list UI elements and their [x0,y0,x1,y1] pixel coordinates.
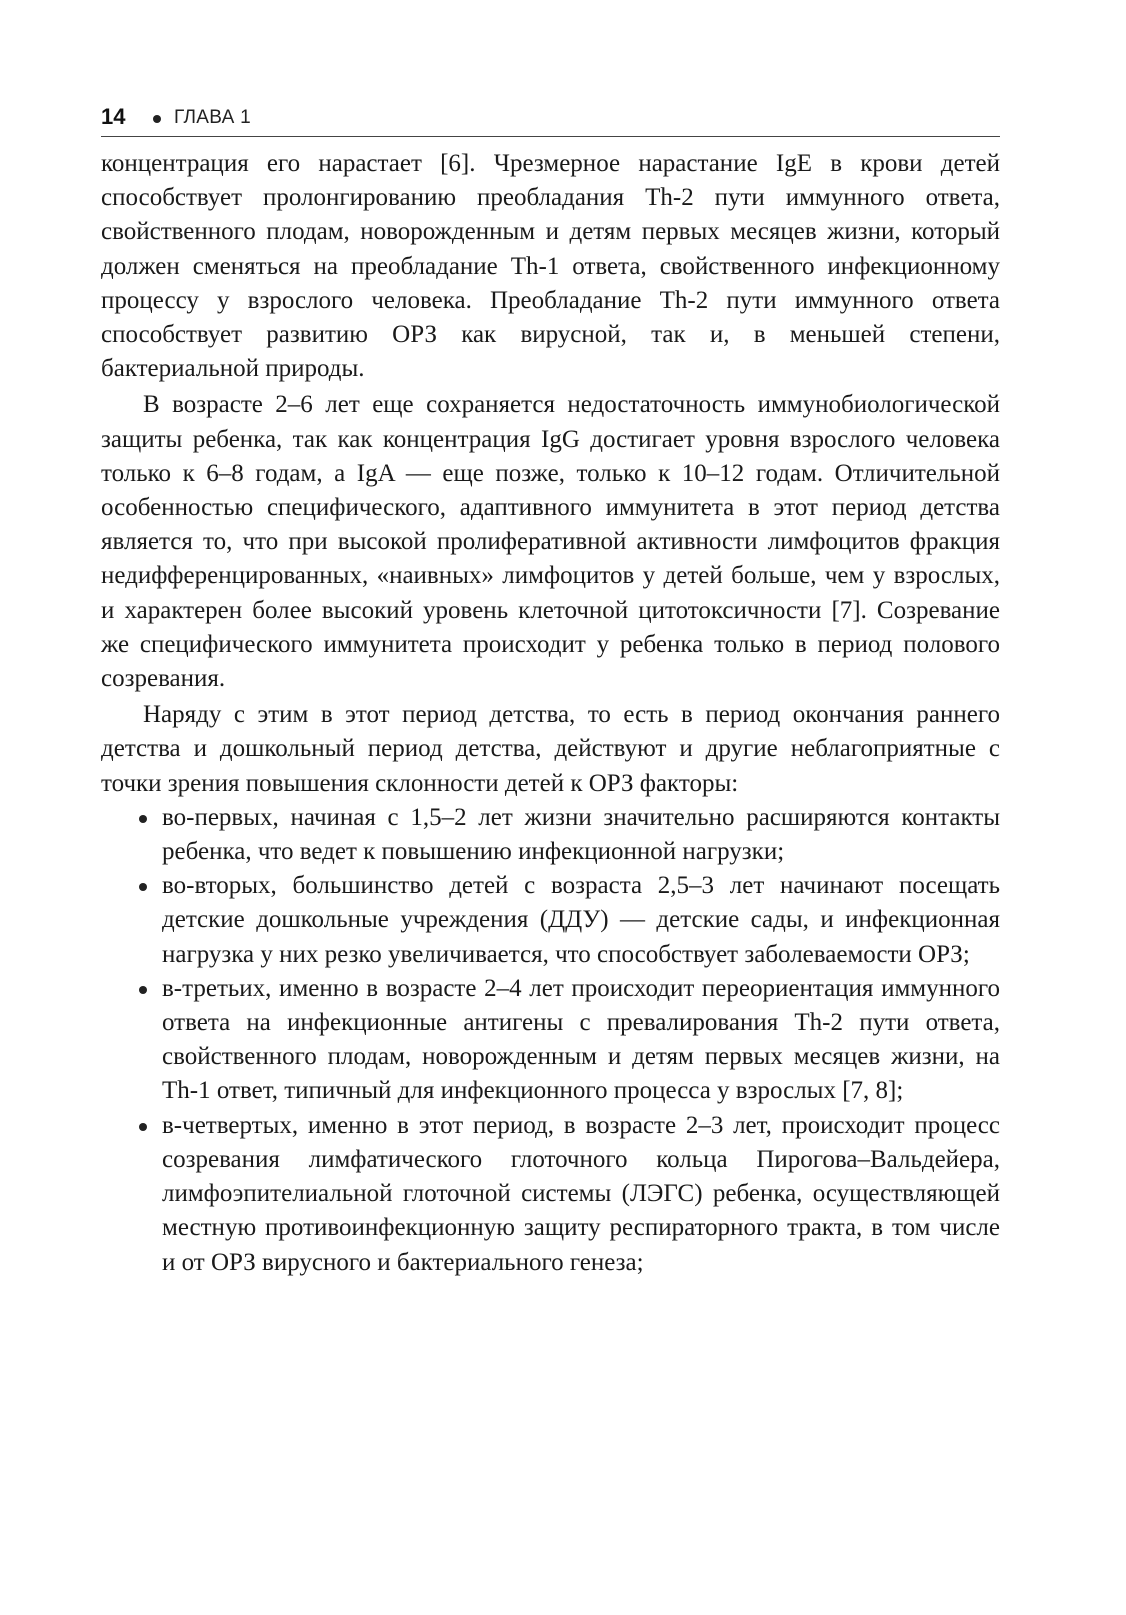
bullet-icon [139,883,147,891]
body-text [101,147,1000,1280]
bullet-icon [139,986,147,994]
bullet-icon [139,1123,147,1131]
header-bullet-icon [153,115,161,123]
list-item-text: во-первых, начиная с 1,5–2 лет жизни значительно расширяются контакты ребенка, что ведет к повышению инфекционной нагрузки; [162,803,1000,866]
list-item-text: в-третьих, именно в возрасте 2–4 лет происходит переориентация иммунного ответа на инфекционные антигены с превалирования Th-2 пути ответа, свойственного плодам, новорожденным и детям первых месяцев жизни, на Th-1 ответ, типичный для инфекционного процесса у взрослых [7, 8]; [162,974,1000,1105]
list-item [162,972,1000,1109]
book-page [101,96,1000,1280]
list-item [162,1109,1000,1280]
list-item [162,869,1000,972]
list-item [162,801,1000,869]
page-number: 14 [101,104,126,129]
factors-list [101,801,1000,1280]
running-header [101,96,1000,137]
paragraph-continued: концентрация его нарастает [6]. Чрезмерное нарастание IgE в крови детей способствует пролонгированию преобладания Th-2 пути иммунного ответа, свойственного плодам, новорожденным и детям первых месяцев жизни, который должен сменяться на преобладание Th-1 ответа, свойственного инфекционному процессу у взрослого человека. Преобладание Th-2 пути иммунного ответа способствует развитию ОРЗ как вирусной, так и, в меньшей степени, бактериальной природы. [101,150,1000,383]
paragraph-age-2-6: В возрасте 2–6 лет еще сохраняется недостаточность иммунобиологической защиты ребенка, так как концентрация IgG достигает уровня взрослого человека только к 6–8 годам, а IgA — еще позже, только к 10–12 годам. Отличительной особенностью специфического, адаптивного иммунитета в этот период детства является то, что при высокой пролиферативной активности лимфоцитов фракция недифференцированных, «наивных» лимфоцитов у детей больше, чем у взрослых, и характерен более высокий уровень клеточной цитотоксичности [7]. Созревание же специфического иммунитета происходит у ребенка только в период полового созревания. [101,391,1000,693]
chapter-label: ГЛАВА 1 [174,107,252,128]
paragraph-factors-intro: Наряду с этим в этот период детства, то есть в период окончания раннего детства и дошкольный период детства, действуют и другие неблагоприятные с точки зрения повышения склонности детей к ОРЗ факторы: [101,701,1000,797]
bullet-icon [139,815,147,823]
list-item-text: в-четвертых, именно в этот период, в возрасте 2–3 лет, происходит процесс созревания лимфатического глоточного кольца Пирогова–Вальдейера, лимфоэпителиальной глоточной системы (ЛЭГС) ребенка, осуществляющей местную противоинфекционную защиту респираторного тракта, в том числе и от ОРЗ вирусного и бактериального генеза; [162,1111,1000,1276]
list-item-text: во-вторых, большинство детей с возраста 2,5–3 лет начинают посещать детские дошкольные учреждения (ДДУ) — детские сады, и инфекционная нагрузка у них резко увеличивается, что способствует заболеваемости ОРЗ; [162,872,1000,968]
